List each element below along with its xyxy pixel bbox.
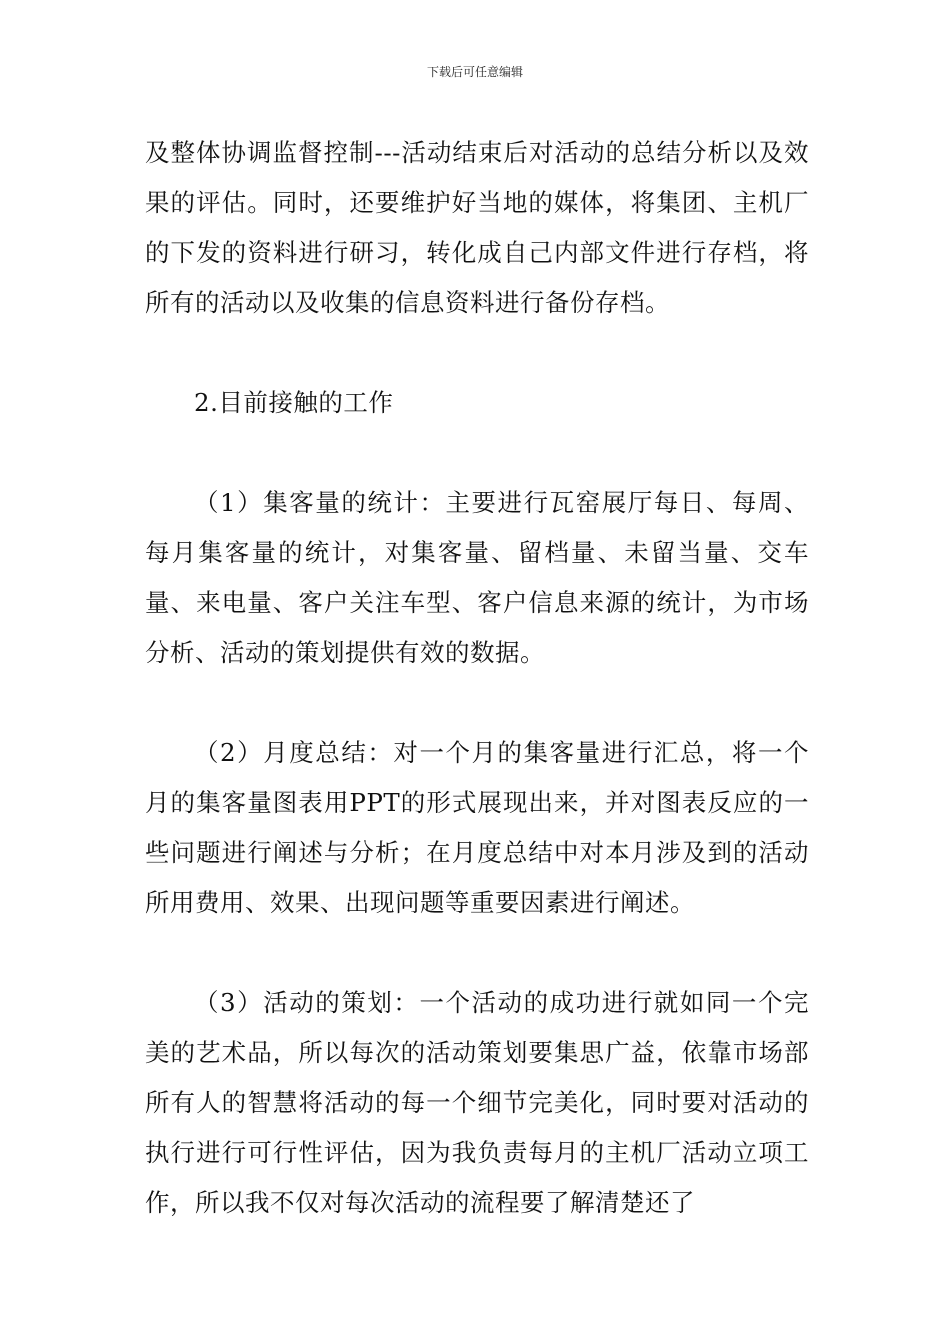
paragraph-item-1: （1）集客量的统计：主要进行瓦窑展厅每日、每周、每月集客量的统计，对集客量、留档量、未留当量、交车量、来电量、客户关注车型、客户信息来源的统计，为市场分析、活动的策划提供有效的数据。: [145, 488, 809, 667]
document-body: [145, 128, 809, 1228]
paragraph-continuation: 及整体协调监督控制---活动结束后对活动的总结分析以及效果的评估。同时，还要维护好当地的媒体，将集团、主机厂的下发的资料进行研习，转化成自己内部文件进行存档，将所有的活动以及收集的信息资料进行备份存档。: [145, 138, 809, 317]
section-heading: 2.目前接触的工作: [194, 388, 394, 417]
paragraph-item-2: （2）月度总结：对一个月的集客量进行汇总，将一个月的集客量图表用PPT的形式展现出来，并对图表反应的一些问题进行阐述与分析；在月度总结中对本月涉及到的活动所用费用、效果、出现问题等重要因素进行阐述。: [145, 738, 809, 917]
paragraph-item-3: （3）活动的策划：一个活动的成功进行就如同一个完美的艺术品，所以每次的活动策划要集思广益，依靠市场部所有人的智慧将活动的每一个细节完美化，同时要对活动的执行进行可行性评估，因为我负责每月的主机厂活动立项工作，所以我不仅对每次活动的流程要了解清楚还了: [145, 988, 809, 1217]
page-header: 下载后可任意编辑: [426, 65, 523, 79]
